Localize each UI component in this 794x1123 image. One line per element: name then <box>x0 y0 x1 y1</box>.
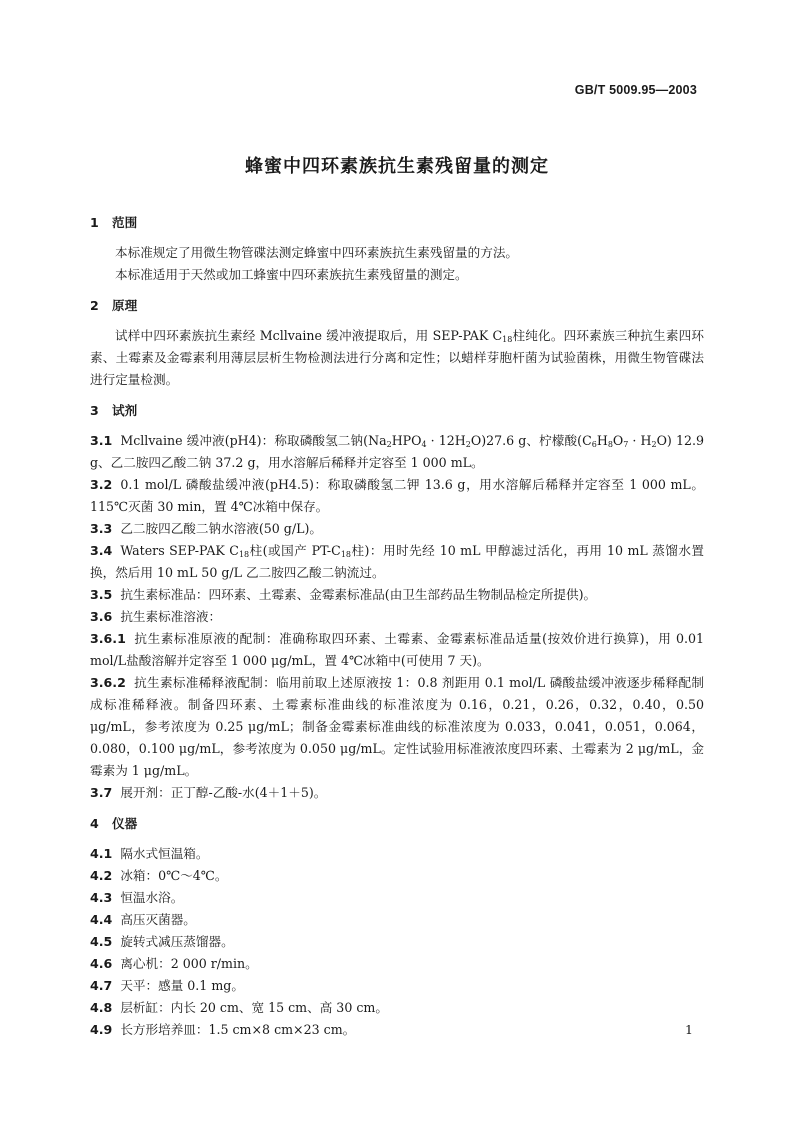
reagent-item: 3.4 Waters SEP-PAK $C_{18}$柱(或国产 $PT-C_{18}$柱)：用时先经 10 mL 甲醇滤过活化，再用 10 mL 蒸馏水置换，然后用 10 mL 50 g/L 乙二胺四乙酸二钠流过。 <box>90 543 705 580</box>
section-number: 3 <box>90 403 99 418</box>
section-heading-reagents <box>90 400 704 422</box>
apparatus-item: 4.2 冰箱：0℃～4℃。 <box>90 868 228 883</box>
section-title: 仪器 <box>112 816 138 831</box>
apparatus-item: 4.5 旋转式减压蒸馏器。 <box>90 934 234 949</box>
standard-code: GB/T 5009.95—2003 <box>574 83 697 97</box>
apparatus-item: 4.8 层析缸：内长 20 cm、宽 15 cm、高 30 cm。 <box>90 1000 388 1015</box>
section-title: 试剂 <box>112 403 138 418</box>
reagent-item: 3.5 抗生素标准品：四环素、土霉素、金霉素标准品(由卫生部药品生物制品检定所提供)。 <box>90 587 597 602</box>
paragraph: 本标准适用于天然或加工蜂蜜中四环素族抗生素残留量的测定。 <box>115 267 468 282</box>
apparatus-list <box>90 843 704 1041</box>
section-heading-scope <box>90 212 704 234</box>
reagent-item: 3.2 0.1 mol/L 磷酸盐缓冲液(pH4.5)：称取磷酸氢二钾 13.6 g，用水溶解后稀释并定容至 1 000 mL。115℃灭菌 30 min，置 4℃冰箱中保存。 <box>90 477 704 514</box>
apparatus-item: 4.3 恒温水浴。 <box>90 890 184 905</box>
reagent-item: 3.6.1 抗生素标准原液的配制：准确称取四环素、土霉素、金霉素标准品适量(按效价进行换算)，用 0.01 mol/L盐酸溶解并定容至 1 000 μg/mL，置 4℃冰箱中(可使用 7 天)。 <box>90 631 704 668</box>
reagent-item: 3.6.2 抗生素标准稀释液配制：临用前取上述原液按 1：0.8 剂距用 0.1 mol/L 磷酸盐缓冲液逐步稀释配制成标准稀释液。制备四环素、土霉素标准曲线的标准浓度为 0.16，0.21，0.26，0.32，0.40，0.50 μg/mL，参考浓度为 0.25 μg/mL；制备金霉素标准曲线的标准浓度为 0.033，0.041，0.051，0.064，0.080，0.100 μg/mL，参考浓度为 0.050 μg/mL。定性试验用标准液浓度四环素、土霉素为 2 μg/mL，金霉素为 1 μg/mL。 <box>90 675 704 778</box>
reagent-item: 3.7 展开剂：正丁醇-乙酸-水(4＋1＋5)。 <box>90 785 327 800</box>
document-body <box>90 212 704 1041</box>
section-title: 原理 <box>112 298 138 313</box>
section-number: 2 <box>90 298 99 313</box>
section-heading-apparatus <box>90 813 704 835</box>
apparatus-item: 4.7 天平：感量 0.1 mg。 <box>90 978 244 993</box>
reagent-item: 3.6 抗生素标准溶液： <box>90 609 222 624</box>
paragraph: 试样中四环素族抗生素经 Mcllvaine 缓冲液提取后，用 SEP-PAK $C_{18}$柱纯化。四环素族三种抗生素四环素、土霉素及金霉素利用薄层层析生物检测法进行分离和定性；以蜡样芽胞杆菌为试验菌株，用微生物管碟法进行定量检测。 <box>90 328 704 387</box>
paragraph: 本标准规定了用微生物管碟法测定蜂蜜中四环素族抗生素残留量的方法。 <box>115 245 518 260</box>
document-title: 蜂蜜中四环素族抗生素残留量的测定 <box>245 156 549 177</box>
section-number: 4 <box>90 816 99 831</box>
apparatus-item: 4.4 高压灭菌器。 <box>90 912 196 927</box>
apparatus-item: 4.6 离心机：2 000 r/min。 <box>90 956 258 971</box>
reagent-item: 3.1 Mcllvaine 缓冲液(pH4)：称取磷酸氢二钠$(Na_2HPO_4 \cdot 12H_2O)27.6$ g、柠檬酸$(C_6H_8O_7 \cdot H_2O)$ 12.9 g、乙二胺四乙酸二钠 37.2 g，用水溶解后稀释并定容至 1 000 mL。 <box>90 433 704 470</box>
page-number: 1 <box>685 1022 693 1037</box>
apparatus-item: 4.9 长方形培养皿：1.5 cm×8 cm×23 cm。 <box>90 1022 356 1037</box>
section-number: 1 <box>90 215 99 230</box>
section-heading-principle <box>90 295 704 317</box>
apparatus-item: 4.1 隔水式恒温箱。 <box>90 846 209 861</box>
reagent-item: 3.3 乙二胺四乙酸二钠水溶液(50 g/L)。 <box>90 521 322 536</box>
section-title: 范围 <box>112 215 138 230</box>
